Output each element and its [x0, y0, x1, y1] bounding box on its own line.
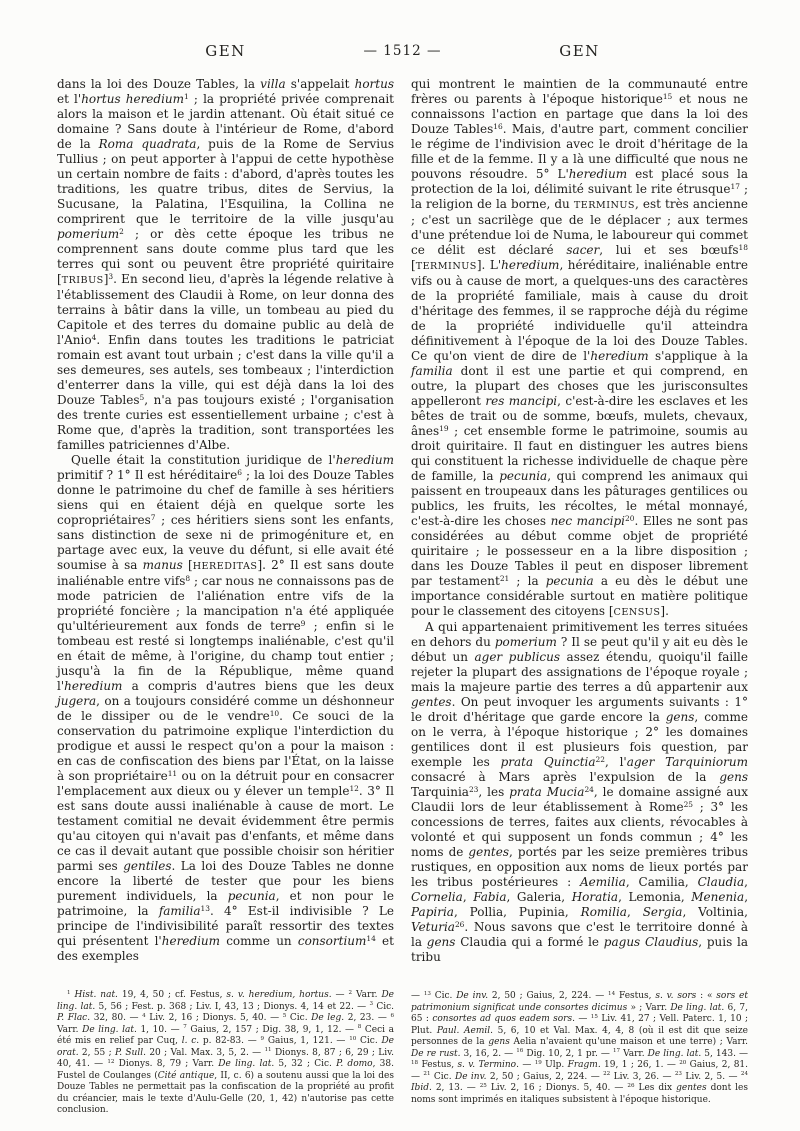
left-column — [57, 77, 394, 1117]
article-text-left — [57, 77, 394, 964]
running-head — [57, 42, 748, 60]
footnotes-right: — $^{13}$ Cic. De inv. 2, 50 ; Gaius, 2, 224. — $^{14}$ Festus, s. v. sors : « sors et patrimonium significat unde consortes dicimus » ; Varr. De ling. lat. 6, 7, 65 : consortes ad quos eadem sors. — $^{15}$ Liv. 41, 27 ; Vell. Paterc. 1, 10 ; Plut. Paul. Aemil. 5, 6, 10 et Val. Max. 4, 4, 8 (où il est dit que seize personnes de la gens Aelia n'avaient qu'une maison et une terre) ; Varr. De re rust. 3, 16, 2. — $^{16}$ Dig. 10, 2, 1 pr. — $^{17}$ Varr. De ling. lat. 5, 143. — $^{18}$ Festus, s. v. Termino. — $^{19}$ Ulp. Fragm. 19, 1 ; 26, 1. — $^{20}$ Gaius, 2, 81. — $^{21}$ Cic. De inv. 2, 50 ; Gaius, 2, 224. — $^{22}$ Liv. 3, 26. — $^{23}$ Liv. 2, 5. — $^{24}$ Ibid. 2, 13. — $^{25}$ Liv. 2, 16 ; Dionys. 5, 40. — $^{26}$ Les dix gentes dont les noms sont imprimés en italiques subsistent à l'époque historique. — [411, 990, 749, 1105]
paragraph: A qui appartenaient primitivement les terres situées en dehors du pomerium ? Il se peut qu'il y ait eu dès le début un ager publicus assez étendu, quoiqu'il faille rejeter la plupart des assignations de l'époque royale ; mais la majeure partie des terres a dû appartenir aux gentes. On peut invoquer les arguments suivants : 1° le droit d'héritage que garde encore la gens, comme on le verra, à l'époque historique ; 2° les domaines gentilices dont il est plusieurs fois question, par exemple les prata Quinctia$^{22}$, l'ager Tarquiniorum consacré à Mars après l'expulsion de la gens Tarquinia$^{23}$, les prata Mucia$^{24}$, le domaine assigné aux Claudii lors de leur établissement à Rome$^{25}$ ; 3° les concessions de terres, faites aux clients, révocables à volonté et qui supposent un fonds commun ; 4° les noms de gentes, portés par les seize premières tribus rustiques, en opposition aux noms de lieux portés par les tribus postérieures : Aemilia, Camilia, Claudia, Cornelia, Fabia, Galeria, Horatia, Lemonia, Menenia, Papiria, Pollia, Pupinia, Romilia, Sergia, Voltinia, Veturia$^{26}$. Nous savons que c'est le territoire donné à la gens Claudia qui a formé le pagus Claudius, puis la tribu — [411, 620, 749, 964]
right-column — [411, 77, 748, 1106]
paragraph: qui montrent le maintien de la communauté entre frères ou parents à l'époque historique$^{15}$ et nous ne connaissons l'action en partage que dans la loi des Douze Tables$^{16}$. Mais, d'autre part, comment concilier le régime de l'indivision avec le droit d'héritage de la fille et de la femme. Il y a là une difficulté que nous ne pouvons résoudre. 5° L'heredium est placé sous la protection de la loi, délimité suivant le rite étrusque$^{17}$ ; la religion de la borne, du TERMINUS, est très ancienne ; c'est un sacrilège que de le déplacer ; aux termes d'une prétendue loi de Numa, le laboureur qui commet ce délit est déclaré sacer, lui et ses bœufs$^{18}$ [TERMINUS]. L'heredium, héréditaire, inaliénable entre vifs ou à cause de mort, a quelques-uns des caractères de la propriété familiale, mais à cause du droit d'héritage des femmes, il se rapproche déjà du régime de la propriété individuelle qu'il atteindra définitivement à l'époque de la loi des Douze Tables. Ce qu'on vient de dire de l'heredium s'applique à la familia dont il est une partie et qui comprend, en outre, la plupart des choses que les jurisconsultes appelleront res mancipi, c'est-à-dire les esclaves et les bêtes de trait ou de somme, bœufs, mulets, chevaux, ânes$^{19}$ ; cet ensemble forme le patrimoine, soumis au droit quiritaire. Il faut en distinguer les autres biens qui constituent la richesse individuelle de chaque père de famille, la pecunia, qui comprend les animaux qui paissent en troupeaux dans les pâturages gentilices ou publics, les fruits, les récoltes, le métal monnayé, c'est-à-dire les choses nec mancipi$^{20}$. Elles ne sont pas considérées au début comme objet de propriété quiritaire ; le possesseur en a la libre disposition ; dans les Douze Tables il peut en disposer librement par testament$^{21}$ ; la pecunia a eu dès le début une importance considérable surtout en matière politique pour le classement des citoyens [CENSUS]. — [411, 77, 749, 618]
page-number: — 1512 — — [363, 43, 442, 59]
article-text-right — [411, 77, 748, 965]
footnotes-left: $^1$ Hist. nat. 19, 4, 50 ; cf. Festus, s. v. heredium, hortus. — $^2$ Varr. De ling. lat. 5, 56 ; Fest. p. 368 ; Liv. I, 43, 13 ; Dionys. 4, 14 et 22. — $^3$ Cic. P. Flac. 32, 80. — $^4$ Liv. 2, 16 ; Dionys. 5, 40. — $^5$ Cic. De leg. 2, 23. — $^6$ Varr. De ling. lat. 1, 10. — $^7$ Gaius, 2, 157 ; Dig. 38, 9, 1, 12. — $^8$ Ceci a été mis en relief par Cuq, l. c. p. 82-83. — $^9$ Gaius, 1, 121. — $^{10}$ Cic. De orat. 2, 55 ; P. Sull. 20 ; Val. Max. 3, 5, 2. — $^{11}$ Dionys. 8, 87 ; 6, 29 ; Liv. 40, 41. — $^{12}$ Dionys. 8, 79 ; Varr. De ling. lat. 5, 32 ; Cic. P. domo, 38. Fustel de Coulanges (Cité antique, II, c. 6) a soutenu aussi que la loi des Douze Tables ne permettait pas la confiscation de la propriété au profit du créancier, mais le texte d'Aulu-Gelle (20, 1, 42) n'autorise pas cette conclusion. — [57, 989, 395, 1115]
header-left-keyword: GEN — [205, 42, 246, 60]
paragraph: Quelle était la constitution juridique de l'heredium primitif ? 1° Il est héréditaire$^6$ ; la loi des Douze Tables donne le patrimoine du chef de famille à ses héritiers siens qui en étaient déjà en quelque sorte les copropriétaires$^7$ ; ces héritiers siens sont les enfants, sans distinction de sexe ni de primogéniture et, en partage avec eux, la veuve du défunt, si elle avait été soumise à sa manus [HEREDITAS]. 2° Il est sans doute inaliénable entre vifs$^8$ ; car nous ne connaissons pas de mode patricien de l'aliénation entre vifs de la propriété foncière ; la mancipation n'a été appliquée qu'ultérieurement aux fonds de terre$^9$ ; enfin si le tombeau est resté si longtemps inaliénable, c'est qu'il en était de même, à l'origine, du champ tout entier ; jusqu'à la fin de la République, même quand l'heredium a compris d'autres biens que les deux jugera, on a toujours considéré comme un déshonneur de le dissiper ou de le vendre$^{10}$. Ce souci de la conservation du patrimoine explique l'interdiction du prodigue et aussi le respect qu'on a pour la maison : en cas de confiscation des biens par l'État, on la laisse à son propriétaire$^{11}$ ou on la détruit pour en consacrer l'emplacement aux dieux ou y élever un temple$^{12}$. 3° Il est sans doute aussi inaliénable à cause de mort. Le testament comitial ne devait évidemment être permis qu'au citoyen qui n'avait pas d'enfants, et même dans ce cas il devait autant que possible choisir son héritier parmi ses gentiles. La loi des Douze Tables ne donne encore la liberté de tester que pour les biens purement individuels, la pecunia, et non pour le patrimoine, la familia$^{13}$. 4° Est-il indivisible ? Le principe de l'indivisibilité paraît ressortir des textes qui présentent l'heredium comme un consortium$^{14}$ et des exemples — [57, 453, 395, 963]
paragraph: dans la loi des Douze Tables, la villa s'appelait hortus et l'hortus heredium$^1$ ; la propriété privée comprenait alors la maison et le jardin attenant. Où était situé ce domaine ? Sans doute à l'intérieur de Rome, d'abord de la Roma quadrata, puis de la Rome de Servius Tullius ; on peut apporter à l'appui de cette hypothèse un certain nombre de faits : d'abord, d'après toutes les traditions, les quatre tribus, dites de Servius, la Sucusane, la Palatina, l'Esquilina, la Collina ne comprirent que le territoire de la ville jusqu'au pomerium$^2$ ; or dès cette époque les tribus ne comprennent sans doute comme plus tard que les terres qui sont ou peuvent être propriété quiritaire [TRIBUS]$^3$. En second lieu, d'après la légende relative à l'établissement des Claudii à Rome, on leur donna des terrains à bâtir dans la ville, un tombeau au pied du Capitole et des terres du domaine public au delà de l'Anio$^4$. Enfin dans toutes les traditions le patriciat romain est avant tout urbain ; c'est dans la ville qu'il a ses demeures, ses autels, ses tombeaux ; l'interdiction d'enterrer dans la ville, qui est déjà dans la loi des Douze Tables$^5$, n'a pas toujours existé ; l'organisation des trente curies est essentiellement urbaine ; c'est à Rome que, d'après la tradition, sont transportées les familles patriciennes d'Albe. — [57, 77, 395, 452]
header-right-keyword: GEN — [559, 42, 600, 60]
two-column-text-block — [57, 77, 748, 1117]
